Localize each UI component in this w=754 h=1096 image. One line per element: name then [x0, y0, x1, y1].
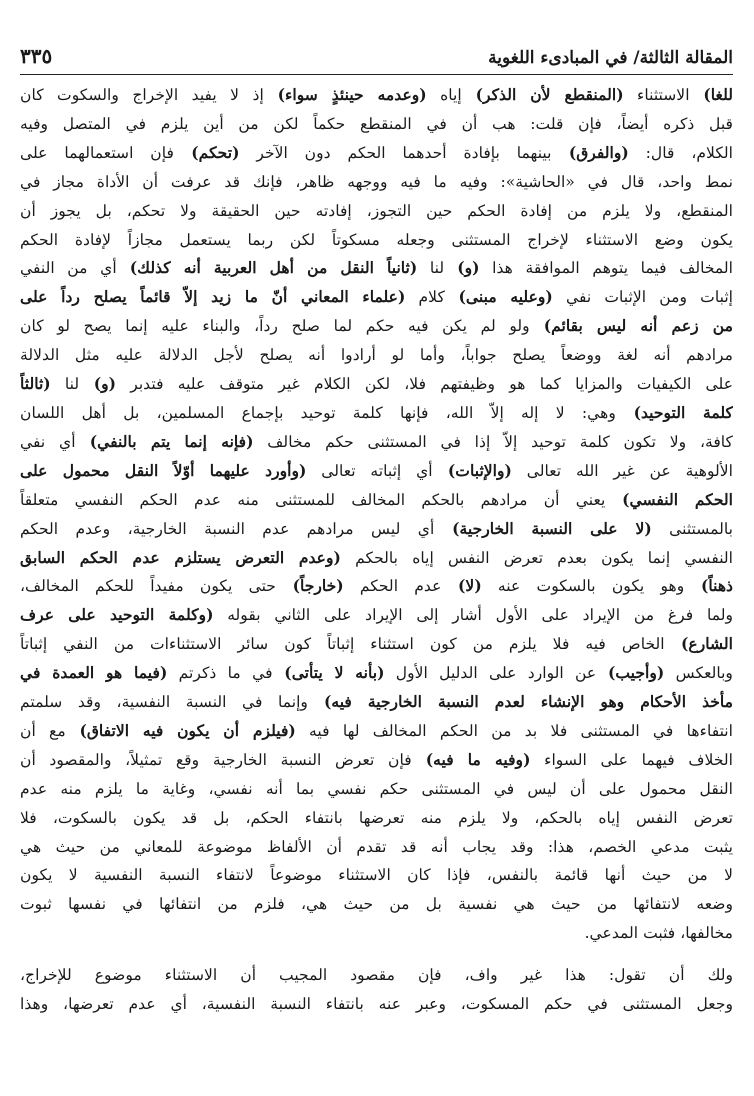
- text-segment: الاستثناء: [623, 86, 690, 104]
- bold-segment: (فإنه إنما يتم بالنفي): [75, 431, 254, 451]
- text-segment: وهي: لا إله إلاّ الله، فإنها كلمة توحيد بإجماع المسلمين، بل أهل اللسان: [20, 403, 616, 422]
- bold-segment: الشارع): [664, 634, 733, 654]
- text-line: [20, 168, 733, 197]
- text-line: [20, 341, 733, 370]
- text-segment: إياه: [426, 86, 462, 104]
- text-line: [20, 399, 733, 428]
- text-segment: وجعل المستثنى في حكم المسكوت، وعبر عنه بانتفاء النسبة النفسية، أي عدم تعرضها، وهذا: [20, 995, 733, 1014]
- text-line: [20, 688, 733, 717]
- text-segment: أي نفي: [20, 432, 76, 451]
- text-segment: ولما فرغ من الإيراد على الأول أشار إلى الإيراد على الثاني بقوله: [213, 606, 733, 625]
- text-segment: ولك أن تقول: هذا غير واف، فإن مقصود المجيب أن الاستثناء موضوع للإخراج،: [20, 966, 733, 985]
- bold-segment: (فيلزم أن يكون فيه الاتفاق): [65, 720, 296, 740]
- paragraph-gap: [20, 948, 733, 961]
- text-segment: أي إثباته تعالى: [306, 461, 433, 480]
- bold-segment: (ثانياً النقل من أهل العربية أنه كذلك): [116, 258, 418, 278]
- text-segment: فإن استعمالهما على: [20, 143, 174, 162]
- text-segment: عن الوارد على الدليل الأول: [384, 664, 597, 683]
- text-segment: وهو يكون بالسكوت عنه: [481, 577, 685, 596]
- text-segment: بالمستثنى: [651, 519, 733, 538]
- bold-segment: (ثالثاً: [20, 374, 51, 394]
- bold-segment: (وأورد عليهما أوّلاً النقل محمول على: [20, 460, 307, 480]
- text-segment: مع أن: [20, 721, 66, 740]
- text-line: [20, 486, 733, 515]
- text-line: [20, 457, 733, 486]
- text-segment: مخالفها، فثبت المدعي.: [584, 924, 733, 943]
- text-segment: النقل محمول على أن ليس في المستثنى حكم نفسي بما أنه نفسي، وغاية ما يلزم منه عدم: [20, 779, 733, 798]
- text-segment: عدم الحكم: [343, 577, 442, 596]
- bold-segment: (وفيه ما فيه): [411, 749, 531, 769]
- text-line: [20, 81, 733, 110]
- text-line: [20, 861, 733, 890]
- text-segment: الخاص فيه فلا يلزم من كون استثناء إثباتاً كون سائر الاستثناءات من النفي إثباتاً: [20, 635, 665, 654]
- bold-segment: للغا): [689, 85, 733, 104]
- text-line: [20, 890, 733, 919]
- bold-segment: (والإثبات): [432, 460, 512, 480]
- text-line: [20, 717, 733, 746]
- bold-segment: (وعدم التعرض يستلزم عدم الحكم السابق: [20, 547, 341, 567]
- text-segment: المخالف فيما يتوهم الموافقة هذا: [479, 259, 733, 278]
- text-line: [20, 990, 733, 1019]
- text-segment: انتفاءها في المستثنى فلا بد من الحكم المخالف لها فيه: [295, 721, 733, 740]
- text-line: [20, 804, 733, 833]
- text-segment: لنا: [50, 375, 80, 394]
- text-segment: بينهما بإفادة أحدهما الحكم دون الآخر: [239, 143, 552, 162]
- bold-segment: مأخذ الأحكام وهو الإنشاء لعدم النسبة الخارجية فيه): [307, 692, 733, 712]
- text-segment: إثبات ومن الإثبات نفي: [552, 288, 733, 307]
- text-line: [20, 833, 733, 862]
- text-line: [20, 226, 733, 255]
- bold-segment: (المنقطع لأن الذكر): [461, 85, 624, 104]
- bold-segment: (وعدمه حينئذٍ سواء): [263, 85, 427, 104]
- bold-segment: من زعم أنه ليس بقائم): [529, 316, 733, 336]
- running-header: [20, 28, 733, 68]
- text-line: [20, 544, 733, 573]
- page-number: ٣٣٥: [20, 44, 53, 68]
- body-text: [20, 81, 733, 1019]
- text-segment: الكلام، قال:: [628, 143, 733, 162]
- text-segment: يعني أن مرادهم بالحكم المخالف للمستثنى منه عدم الحكم النفسي متعلقاً: [20, 490, 606, 509]
- text-segment: نمط واحد، قال في «الحاشية»: وفيه ما فيه ووجهه ظاهر، فإنك قد عرفت أن الأداة مجاز في: [20, 172, 733, 191]
- text-segment: أي من النفي: [20, 259, 117, 278]
- paragraph: [20, 81, 733, 948]
- text-line: [20, 312, 733, 341]
- text-segment: حتى يكون مفيداً للحكم المخالف،: [20, 577, 276, 596]
- bold-segment: الحكم النفسي): [605, 489, 733, 509]
- text-segment: الألوهية عن غير الله تعالى: [511, 461, 733, 480]
- bold-segment: ذهناً): [684, 576, 733, 596]
- text-line: [20, 283, 733, 312]
- text-segment: لنا: [417, 259, 445, 278]
- text-segment: فإن تعرض النسبة الخارجية وقع تمثيلاً، والمقصود أن: [20, 750, 412, 769]
- bold-segment: (وكلمة التوحيد على عرف: [20, 605, 214, 625]
- bold-segment: (بأنه لا يتأتى): [272, 663, 385, 683]
- text-segment: في ما ذكرتم: [167, 664, 273, 683]
- text-line: [20, 110, 733, 139]
- text-line: [20, 961, 733, 990]
- chapter-title: المقالة الثالثة/ في المبادىء اللغوية: [488, 48, 733, 68]
- text-line: [20, 601, 733, 630]
- text-segment: مرادهم أنه لغة ووضعاً يصلح جواباً، وأما لو أرادوا أنه يصلح لأجل الدلالة عليه مثل الدلالة: [20, 346, 733, 365]
- text-line: [20, 428, 733, 457]
- text-segment: وبالعكس: [664, 664, 733, 683]
- text-segment: أي ليس مرادهم عدم النسبة الخارجية، وعدم الحكم: [20, 519, 435, 538]
- text-segment: كلام: [405, 288, 445, 307]
- text-line: [20, 659, 733, 688]
- text-segment: يكون وضع الاستثناء لإخراج المستثنى وجعله مسكوتاً لكن ربما يستعمل مجازاً لإفادة الحكم: [20, 230, 733, 249]
- text-segment: ولو لم يكن فيه حكم لما صلح رداً، والبناء عليه إنما يصح لو كان: [20, 317, 530, 336]
- text-segment: إذ لا يفيد الإخراج والسكوت كان: [20, 86, 264, 104]
- bold-segment: (خارجاً): [275, 576, 344, 596]
- text-line: [20, 572, 733, 601]
- bold-segment: (والفرق): [551, 142, 629, 162]
- text-segment: كافة، ولا تكون كلمة توحيد إلاّ إذا في المستثنى حكم مخالف: [253, 432, 733, 451]
- text-segment: وإنما في النسبة النفسية، وقد سلمتم: [20, 693, 308, 712]
- bold-segment: (وعليه مبنى): [444, 287, 553, 307]
- bold-segment: كلمة التوحيد): [615, 402, 733, 422]
- text-segment: وضعه لانتفائها من حيث هي نفسية بل من حيث هي، فلزم من انتفائها في نفسها ثبوت: [20, 895, 733, 914]
- text-line: [20, 630, 733, 659]
- text-segment: تعرض النفس إياه بالحكم، ولا يلزم منه تعرضها بانتفاء الحكم، بل قد يكون بالسكوت، فلا: [20, 808, 733, 827]
- bold-segment: (فيما هو العمدة في: [20, 663, 168, 683]
- text-segment: المنقطع، ولا يلزم من إفادة الحكم حين التجوز، إفادته حين الحقيقة ولا تحكم، بل يجوز أن: [20, 201, 733, 220]
- text-line: [20, 254, 733, 283]
- text-line: [20, 197, 733, 226]
- text-segment: على الكيفيات والمزايا كما هو وظيفتهم فلا، لكن الكلام غير متوقف عليه فتدبر: [116, 375, 733, 394]
- bold-segment: (وأجيب): [596, 663, 665, 683]
- bold-segment: (لا على النسبة الخارجية): [434, 518, 652, 538]
- text-segment: النفسي إنما يكون بعدم تعرض النفس إياه بالحكم: [340, 548, 733, 567]
- text-line: [20, 370, 733, 399]
- bold-segment: (تحكم): [173, 142, 240, 162]
- bold-segment: (علماء المعاني أنّ ما زيد إلاّ قائماً يصلح رداً على: [20, 287, 406, 307]
- paragraph: [20, 961, 733, 1019]
- text-line: [20, 746, 733, 775]
- text-segment: الخلاف فيهما على السواء: [530, 750, 733, 769]
- text-line: [20, 139, 733, 168]
- bold-segment: (و): [79, 374, 117, 394]
- text-segment: لا من حيث أنها قائمة بالنفس، فإذا كان الاستثناء موضوعاً لانتفاء النسبة النفسية لا يكون: [20, 866, 733, 885]
- text-line: [20, 775, 733, 804]
- text-line: [20, 919, 733, 948]
- bold-segment: (و): [444, 258, 480, 278]
- text-line: [20, 515, 733, 544]
- text-segment: قبل ذكره أيضاً، فإن قلت: هب أن في المنقطع حكماً لكن من أين يلزم في المتصل وفيه: [20, 114, 733, 133]
- text-segment: يثبت مدعي الخصم، هذا: وقد يجاب أنه قد تقدم أن الألفاظ موضوعة للمعاني من حيث هي: [20, 837, 733, 856]
- bold-segment: (لا): [441, 576, 482, 596]
- book-page: [20, 28, 733, 1019]
- header-divider: [20, 74, 733, 75]
